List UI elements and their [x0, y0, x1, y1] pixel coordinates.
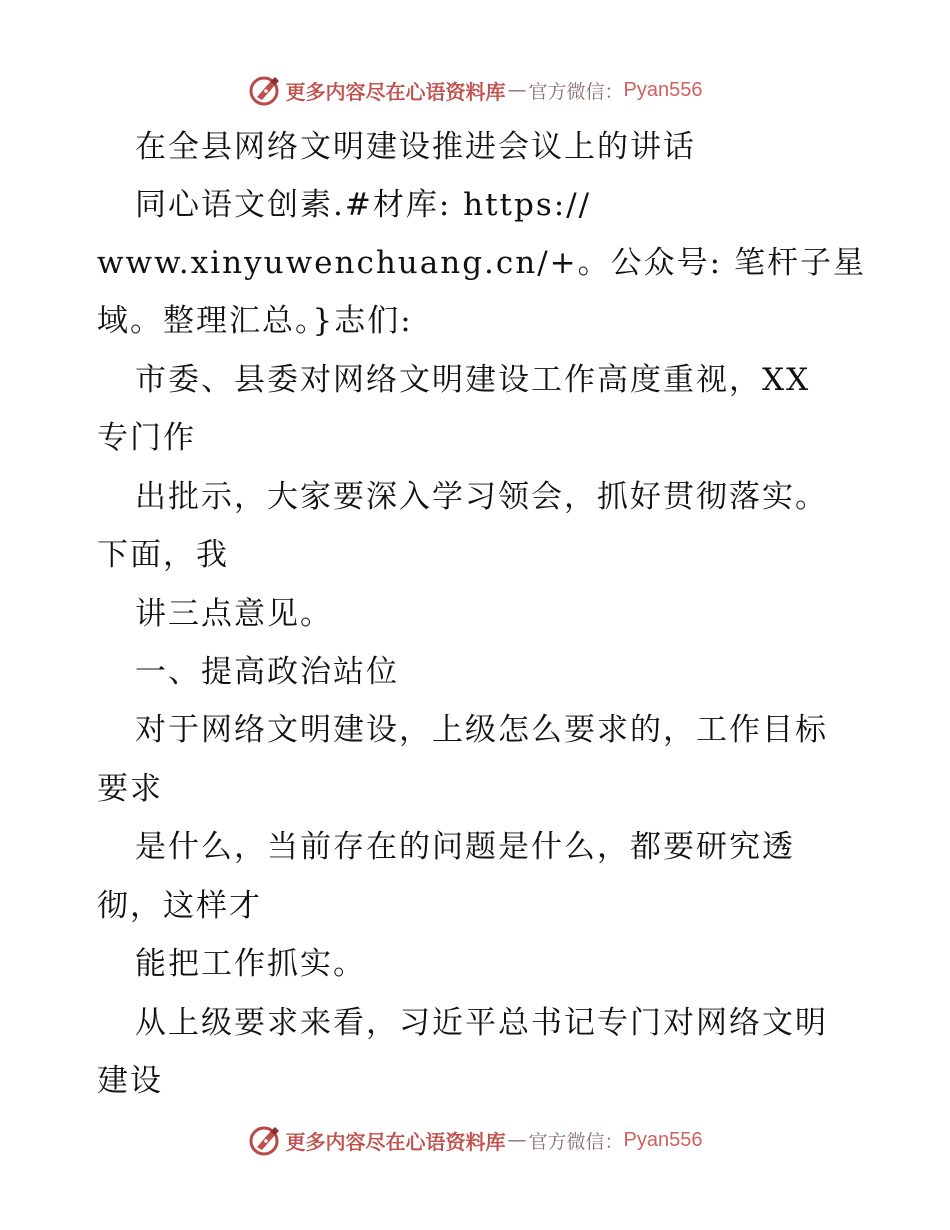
- section-heading: 一、提高政治站位: [135, 654, 399, 690]
- text-line: 讲三点意见。: [135, 596, 333, 632]
- banner-title: 更多内容尽在心语资料库: [285, 1129, 506, 1154]
- text-line: 出批示，大家要深入学习领会，抓好贯彻落实。: [135, 479, 828, 515]
- text-line: 专门作: [97, 420, 196, 456]
- text-line: 彻，这样才: [97, 888, 262, 924]
- text-line: 是什么，当前存在的问题是什么，都要研究透: [135, 829, 795, 865]
- text-line: 建设: [97, 1063, 163, 1099]
- banner-title: 更多内容尽在心语资料库: [285, 79, 506, 104]
- text-line: 下面，我: [97, 537, 229, 573]
- footer-banner: [0, 1120, 950, 1160]
- text-line: 能把工作抓实。: [135, 946, 366, 982]
- banner-wechat-label: 官方微信：: [528, 1130, 624, 1153]
- banner-wechat-id: Pyan556: [623, 78, 703, 101]
- pen-nib-logo-icon: [248, 1123, 282, 1157]
- text-line: 从上级要求来看，习近平总书记专门对网络文明: [135, 1005, 828, 1041]
- text-line: 市委、县委对网络文明建设工作高度重视，XX: [135, 362, 811, 398]
- banner-separator: —: [507, 79, 527, 101]
- text-line: 要求: [97, 771, 163, 807]
- banner-separator: —: [507, 1129, 527, 1151]
- text-line: 域。整理汇总。}志们:: [97, 303, 413, 339]
- document-title: 在全县网络文明建设推进会议上的讲话: [135, 129, 696, 165]
- banner-wechat-label: 官方微信：: [528, 80, 624, 103]
- banner-wechat-id: Pyan556: [623, 1128, 703, 1151]
- text-line: 同心语文创素.#材库: https://: [135, 187, 592, 223]
- text-line: www.xinyuwenchuang.cn/+。公众号: 笔杆子星: [97, 245, 866, 281]
- text-line: 对于网络文明建设，上级怎么要求的，工作目标: [135, 712, 828, 748]
